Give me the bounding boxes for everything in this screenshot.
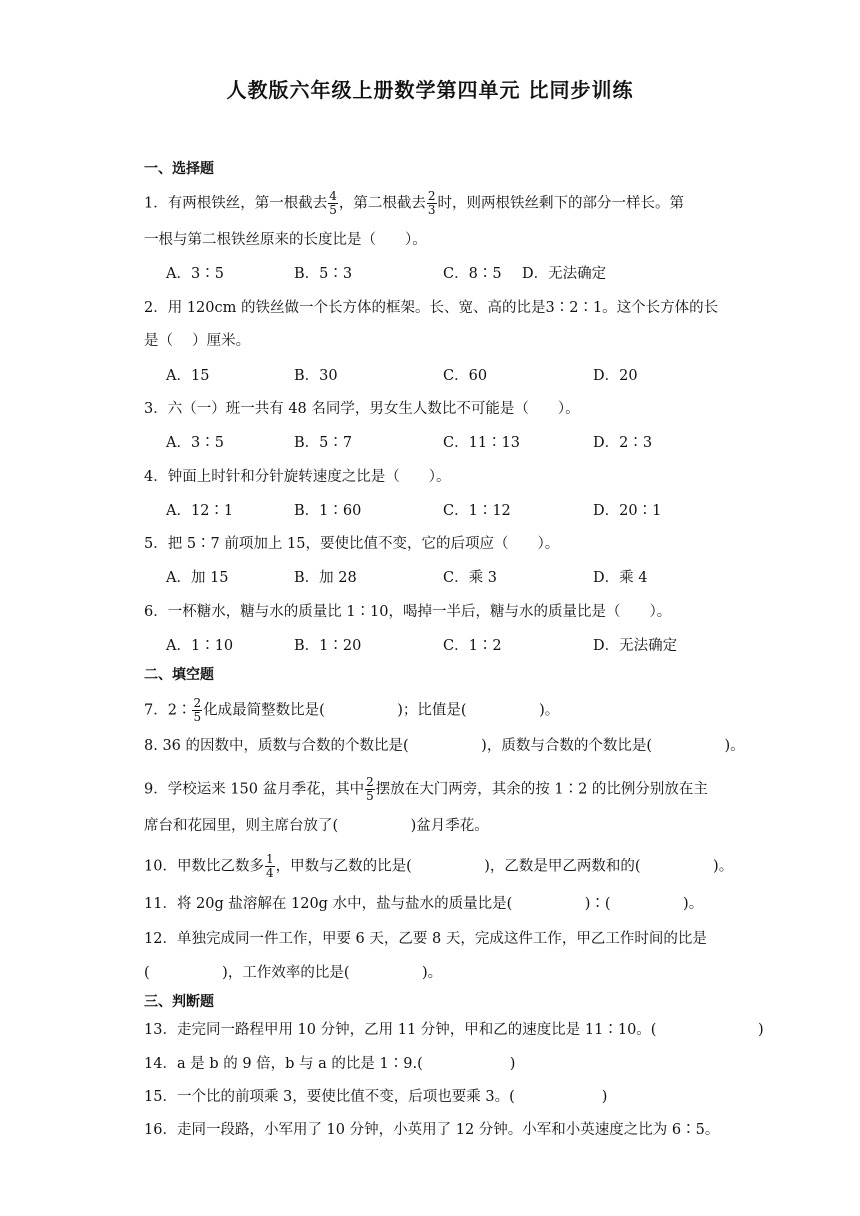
section-heading-judge: 三、判断题 [144, 994, 214, 1010]
q1-option-d[interactable]: D．无法确定 [522, 266, 607, 282]
q2-option-a[interactable]: A．15 [166, 368, 210, 384]
question-11-line-1: 11．将 20g 盐溶解在 120g 水中，盐与盐水的质量比是( )∶( )。 [144, 896, 704, 912]
q1-option-c[interactable]: C．8∶5 [443, 266, 502, 282]
question-13-line-1: 13．走完同一路程甲用 10 分钟，乙用 11 分钟，甲和乙的速度比是 11∶10。( ) [144, 1022, 764, 1038]
question-6-line-1: 6．一杯糖水，糖与水的质量比 1∶10，喝掉一半后，糖与水的质量比是（ ）。 [144, 604, 672, 620]
question-5-line-1: 5．把 5∶7 前项加上 15，要使比值不变，它的后项应（ ）。 [144, 536, 560, 552]
question-16-line-1: 16．走同一段路，小军用了 10 分钟，小英用了 12 分钟。小军和小英速度之比为 6∶5。 [144, 1122, 720, 1138]
question-1-line-1: 1．有两根铁丝，第一根截去 $\frac{4}{5}$ ，第二根截去 $\frac{2}{3}$ 时，则两根铁丝剩下的部分一样长。第 [144, 189, 685, 217]
fraction: $\frac{2}{5}$ [193, 696, 202, 724]
fraction: $\frac{4}{5}$ [329, 189, 337, 217]
question-12-line-2: ( )，工作效率的比是( )。 [144, 965, 443, 981]
q5-option-c[interactable]: C．乘 3 [443, 570, 497, 586]
q6-option-a[interactable]: A．1∶10 [166, 638, 234, 654]
q3-option-b[interactable]: B．5∶7 [294, 435, 353, 451]
question-14-line-1: 14．a 是 b 的 9 倍，b 与 a 的比是 1∶9.( ) [144, 1056, 516, 1072]
q3-option-a[interactable]: A．3∶5 [166, 435, 224, 451]
question-12-line-1: 12．单独完成同一件工作，甲要 6 天，乙要 8 天，完成这件工作，甲乙工作时间的比是 [144, 931, 707, 947]
q6-option-b[interactable]: B．1∶20 [294, 638, 362, 654]
fraction: $\frac{2}{5}$ [366, 775, 374, 803]
question-1-line-2: 一根与第二根铁丝原来的长度比是（ ）。 [144, 232, 427, 248]
question-7-line-1: 7．2∶ $\frac{2}{5}$ 化成最简整数比是( )；比值是( )。 [144, 696, 560, 724]
q4-option-b[interactable]: B．1∶60 [294, 503, 362, 519]
q2-option-c[interactable]: C．60 [443, 368, 488, 384]
q6-option-c[interactable]: C．1∶2 [443, 638, 502, 654]
q5-option-d[interactable]: D．乘 4 [593, 570, 648, 586]
question-15-line-1: 15．一个比的前项乘 3，要使比值不变，后项也要乘 3。( ) [144, 1089, 608, 1105]
question-2-line-1: 2．用 120cm 的铁丝做一个长方体的框架。长、宽、高的比是3∶2∶1。这个长方体的长 [144, 300, 719, 316]
section-heading-choice: 一、选择题 [144, 161, 214, 177]
q3-option-d[interactable]: D．2∶3 [593, 435, 653, 451]
q2-option-d[interactable]: D．20 [593, 368, 638, 384]
q3-option-c[interactable]: C．11∶13 [443, 435, 520, 451]
section-heading-fill: 二、填空题 [144, 667, 214, 683]
question-10-line-1: 10．甲数比乙数多 $\frac{1}{4}$ ，甲数与乙数的比是( )，乙数是甲乙两数和的( )。 [144, 852, 734, 880]
question-8-line-1: 8. 36 的因数中，质数与合数的个数比是( )，质数与合数的个数比是( )。 [144, 738, 745, 754]
question-3-line-1: 3．六（一）班一共有 48 名同学，男女生人数比不可能是（ ）。 [144, 401, 580, 417]
q2-option-b[interactable]: B．30 [294, 368, 338, 384]
question-4-line-1: 4．钟面上时针和分针旋转速度之比是（ ）。 [144, 469, 451, 485]
q1-option-a[interactable]: A．3∶5 [166, 266, 224, 282]
q5-option-a[interactable]: A．加 15 [166, 570, 229, 586]
q4-option-d[interactable]: D．20∶1 [593, 503, 662, 519]
q4-option-c[interactable]: C．1∶12 [443, 503, 511, 519]
question-9-line-1: 9．学校运来 150 盆月季花，其中 $\frac{2}{5}$ 摆放在大门两旁，其余的按 1∶2 的比例分别放在主 [144, 775, 708, 803]
q5-option-b[interactable]: B．加 28 [294, 570, 357, 586]
page-title: 人教版六年级上册数学第四单元 比同步训练 [226, 78, 634, 102]
q1-option-b[interactable]: B．5∶3 [294, 266, 353, 282]
q4-option-a[interactable]: A．12∶1 [166, 503, 234, 519]
q6-option-d[interactable]: D．无法确定 [593, 638, 678, 654]
question-9-line-2: 席台和花园里，则主席台放了( )盆月季花。 [144, 818, 489, 834]
question-2-line-2: 是（ ）厘米。 [144, 333, 251, 349]
fraction: $\frac{2}{3}$ [427, 189, 436, 217]
fraction: $\frac{1}{4}$ [265, 852, 274, 880]
